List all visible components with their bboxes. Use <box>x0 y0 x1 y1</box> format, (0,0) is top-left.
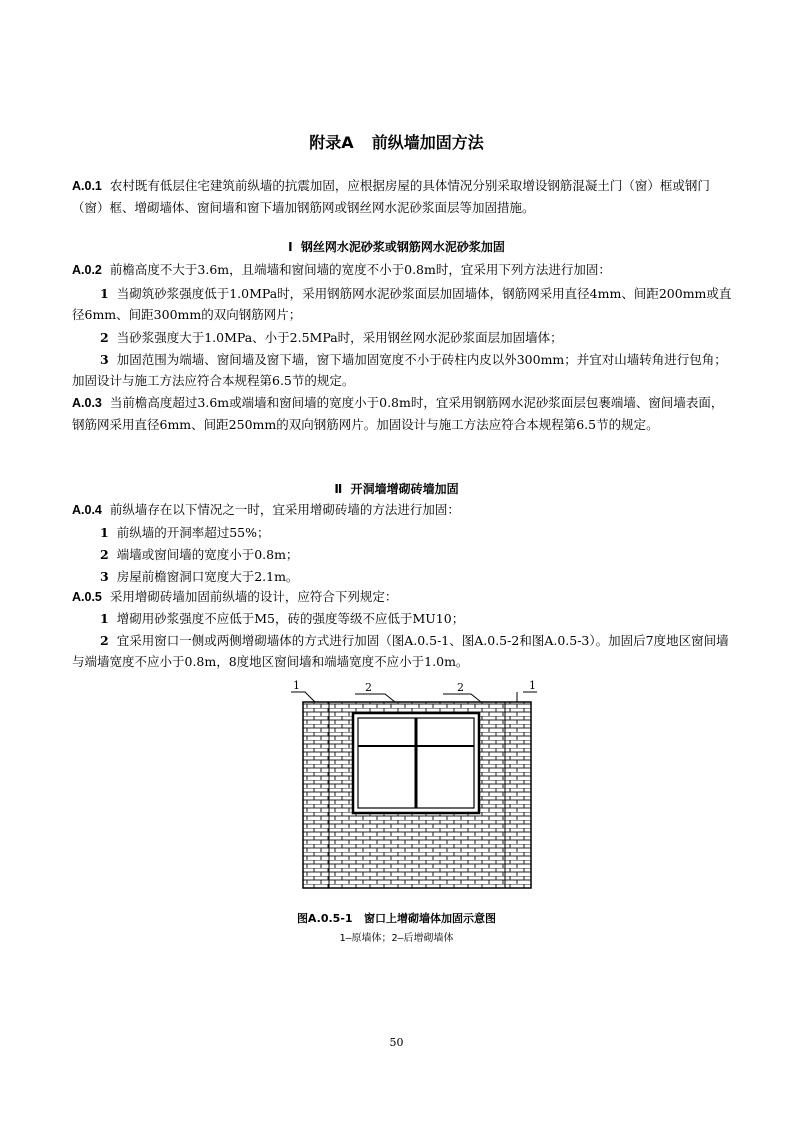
item-number: 3 <box>100 352 109 367</box>
item-number: 2 <box>100 330 109 345</box>
clause-number: A.0.4 <box>72 503 102 517</box>
item-text: 前纵墙的开洞率超过55%； <box>116 525 270 540</box>
item-text: 当砌筑砂浆强度低于1.0MPa时，采用钢筋网水泥砂浆面层加固墙体，钢筋网采用直径4mm、间距200mm或直径6mm、间距300mm的双向钢筋网片； <box>72 286 732 322</box>
appendix-label: 附录A <box>309 133 354 152</box>
page-number: 50 <box>389 1036 404 1049</box>
clause-a01 <box>72 175 734 218</box>
clause-a02-item-2 <box>72 327 734 348</box>
clause-text: 当前檐高度超过3.6m或端墙和窗间墙的宽度小于0.8m时，宜采用钢筋网水泥砂浆面层包裹端墙、窗间墙表面，钢筋网采用直径6mm、间距250mm的双向钢筋网片。加固设计与施工方法应符合本规程第6.5节的规定。 <box>72 395 724 432</box>
clause-text: 采用增砌砖墙加固前纵墙的设计，应符合下列规定： <box>109 589 398 604</box>
clause-a05 <box>72 586 734 608</box>
clause-a04 <box>72 499 734 521</box>
item-number: 2 <box>100 547 109 562</box>
item-text: 房屋前檐窗洞口宽度大于2.1m。 <box>116 569 299 584</box>
item-text: 宜采用窗口一侧或两侧增砌墙体的方式进行加固（图A.0.5-1、图A.0.5-2和图A.0.5-3）。加固后7度地区窗间墙与端墙宽度不应小于0.8m，8度地区窗间墙和端墙宽度不应小于1.0m。 <box>72 633 729 669</box>
window <box>353 713 479 813</box>
clause-a04-item-2 <box>72 544 734 565</box>
item-number: 3 <box>100 569 109 584</box>
section-heading-1 <box>0 238 793 255</box>
item-text: 端墙或窗间墙的宽度小于0.8m； <box>116 547 299 562</box>
item-number: 1 <box>100 611 109 626</box>
figure-title: 窗口上增砌墙体加固示意图 <box>364 912 497 925</box>
item-text: 当砂浆强度大于1.0MPa、小于2.5MPa时，采用钢丝网水泥砂浆面层加固墙体； <box>116 330 563 345</box>
item-text: 增砌用砂浆强度不应低于M5，砖的强度等级不应低于MU10； <box>116 611 465 626</box>
item-text: 加固范围为端墙、窗间墙及窗下墙，窗下墙加固宽度不小于砖柱内皮以外300mm；并宜对山墙转角进行包角；加固设计与施工方法应符合本规程第6.5节的规定。 <box>72 352 727 388</box>
leader-lines <box>291 692 537 702</box>
section-title: 开洞墙增砌砖墙加固 <box>350 482 459 496</box>
callout-2-left: 2 <box>365 681 372 694</box>
figure-legend: 1—原墙体；2—后增砌墙体 <box>339 933 454 944</box>
callout-1-right: 1 <box>529 679 536 692</box>
clause-number: A.0.2 <box>72 263 102 277</box>
section-heading-2 <box>0 480 793 497</box>
section-title: 钢丝网水泥砂浆或钢筋网水泥砂浆加固 <box>300 240 505 254</box>
clause-a05-item-2 <box>72 630 734 672</box>
callout-2-right: 2 <box>457 681 464 694</box>
clause-number: A.0.5 <box>72 590 102 604</box>
clause-a04-item-1 <box>72 522 734 543</box>
section-number: Ⅱ <box>334 482 343 496</box>
clause-a02 <box>72 259 734 281</box>
figure-number: 图A.0.5-1 <box>296 912 353 925</box>
clause-number: A.0.1 <box>72 179 102 193</box>
clause-a02-item-3 <box>72 349 734 391</box>
clause-text: 农村既有低层住宅建筑前纵墙的抗震加固，应根据房屋的具体情况分别采取增设钢筋混凝土门（窗）框或钢门（窗）框、增砌墙体、窗间墙和窗下墙加钢筋网或钢丝网水泥砂浆面层等加固措施。 <box>72 178 710 215</box>
clause-text: 前檐高度不大于3.6m，且端墙和窗间墙的宽度不小于0.8m时，宜采用下列方法进行加固： <box>109 262 611 277</box>
clause-a04-item-3 <box>72 566 734 587</box>
figure-caption <box>0 910 793 926</box>
appendix-heading: 前纵墙加固方法 <box>371 133 484 152</box>
item-number: 2 <box>100 633 109 648</box>
clause-number: A.0.3 <box>72 396 102 410</box>
clause-a03 <box>72 392 734 435</box>
clause-a05-item-1 <box>72 608 734 629</box>
section-number: Ⅰ <box>288 240 293 254</box>
clause-a02-item-1 <box>72 283 734 325</box>
wall-reinforcement-figure <box>285 676 545 894</box>
item-number: 1 <box>100 525 109 540</box>
appendix-title <box>0 130 793 153</box>
clause-text: 前纵墙存在以下情况之一时，宜采用增砌砖墙的方法进行加固： <box>109 502 460 517</box>
item-number: 1 <box>100 286 109 301</box>
callout-1-left: 1 <box>293 679 300 692</box>
